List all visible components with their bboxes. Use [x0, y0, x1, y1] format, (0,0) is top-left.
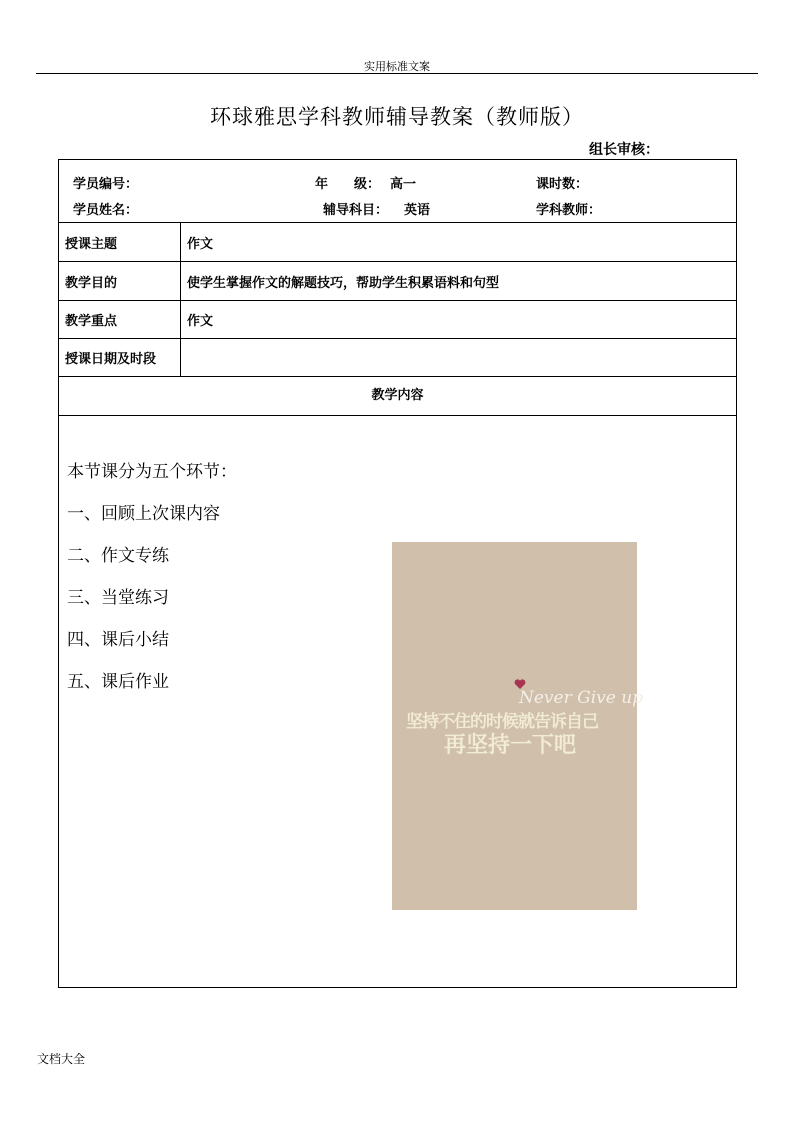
poster-line-2: 再坚持一下吧	[444, 732, 577, 758]
document-title: 环球雅思学科教师辅导教案（教师版）	[210, 105, 584, 129]
poster-english-text: Never Give up	[519, 688, 644, 708]
row-label: 教学目的	[65, 276, 118, 291]
cell-divider	[180, 223, 181, 261]
page-header-text: 实用标准文案	[364, 60, 430, 73]
table-row	[59, 223, 736, 262]
student-name-label: 学员姓名：	[73, 203, 139, 218]
list-item: 四、课后小结	[67, 630, 169, 650]
student-id-label: 学员编号：	[73, 177, 139, 192]
lesson-plan-table	[58, 159, 737, 988]
cell-divider	[180, 262, 181, 300]
subject-label: 辅导科目：	[323, 203, 389, 218]
class-hours-label: 课时数：	[536, 177, 589, 192]
row-label: 授课日期及时段	[65, 352, 157, 367]
motivational-poster-image	[392, 542, 644, 910]
table-row	[59, 262, 736, 301]
row-value: 作文	[187, 314, 214, 329]
subject-value: 英语	[404, 203, 431, 218]
list-item: 三、当堂练习	[67, 588, 169, 608]
lesson-section-list	[67, 457, 237, 709]
row-value: 作文	[187, 237, 214, 252]
student-info-block	[59, 160, 736, 223]
page-footer-text: 文档大全	[37, 1052, 86, 1066]
row-label: 授课主题	[65, 237, 118, 252]
cell-divider	[180, 300, 181, 338]
table-row	[59, 300, 736, 339]
list-item: 二、作文专练	[67, 546, 169, 566]
poster-line-1: 坚持不住的时候就告诉自己	[406, 712, 598, 732]
content-section-header: 教学内容	[59, 377, 736, 416]
teacher-label: 学科教师：	[536, 203, 602, 218]
list-item: 五、课后作业	[67, 672, 169, 692]
grade-label: 年 级：	[315, 177, 381, 192]
list-item: 一、回顾上次课内容	[67, 504, 220, 524]
table-row	[59, 338, 736, 377]
row-label: 教学重点	[65, 314, 118, 329]
reviewer-label: 组长审核：	[589, 142, 659, 158]
list-item: 本节课分为五个环节：	[67, 462, 237, 482]
header-divider	[36, 73, 758, 74]
grade-value: 高一	[390, 177, 417, 192]
cell-divider	[180, 338, 181, 376]
row-value: 使学生掌握作文的解题技巧，帮助学生积累语料和句型	[187, 276, 500, 291]
